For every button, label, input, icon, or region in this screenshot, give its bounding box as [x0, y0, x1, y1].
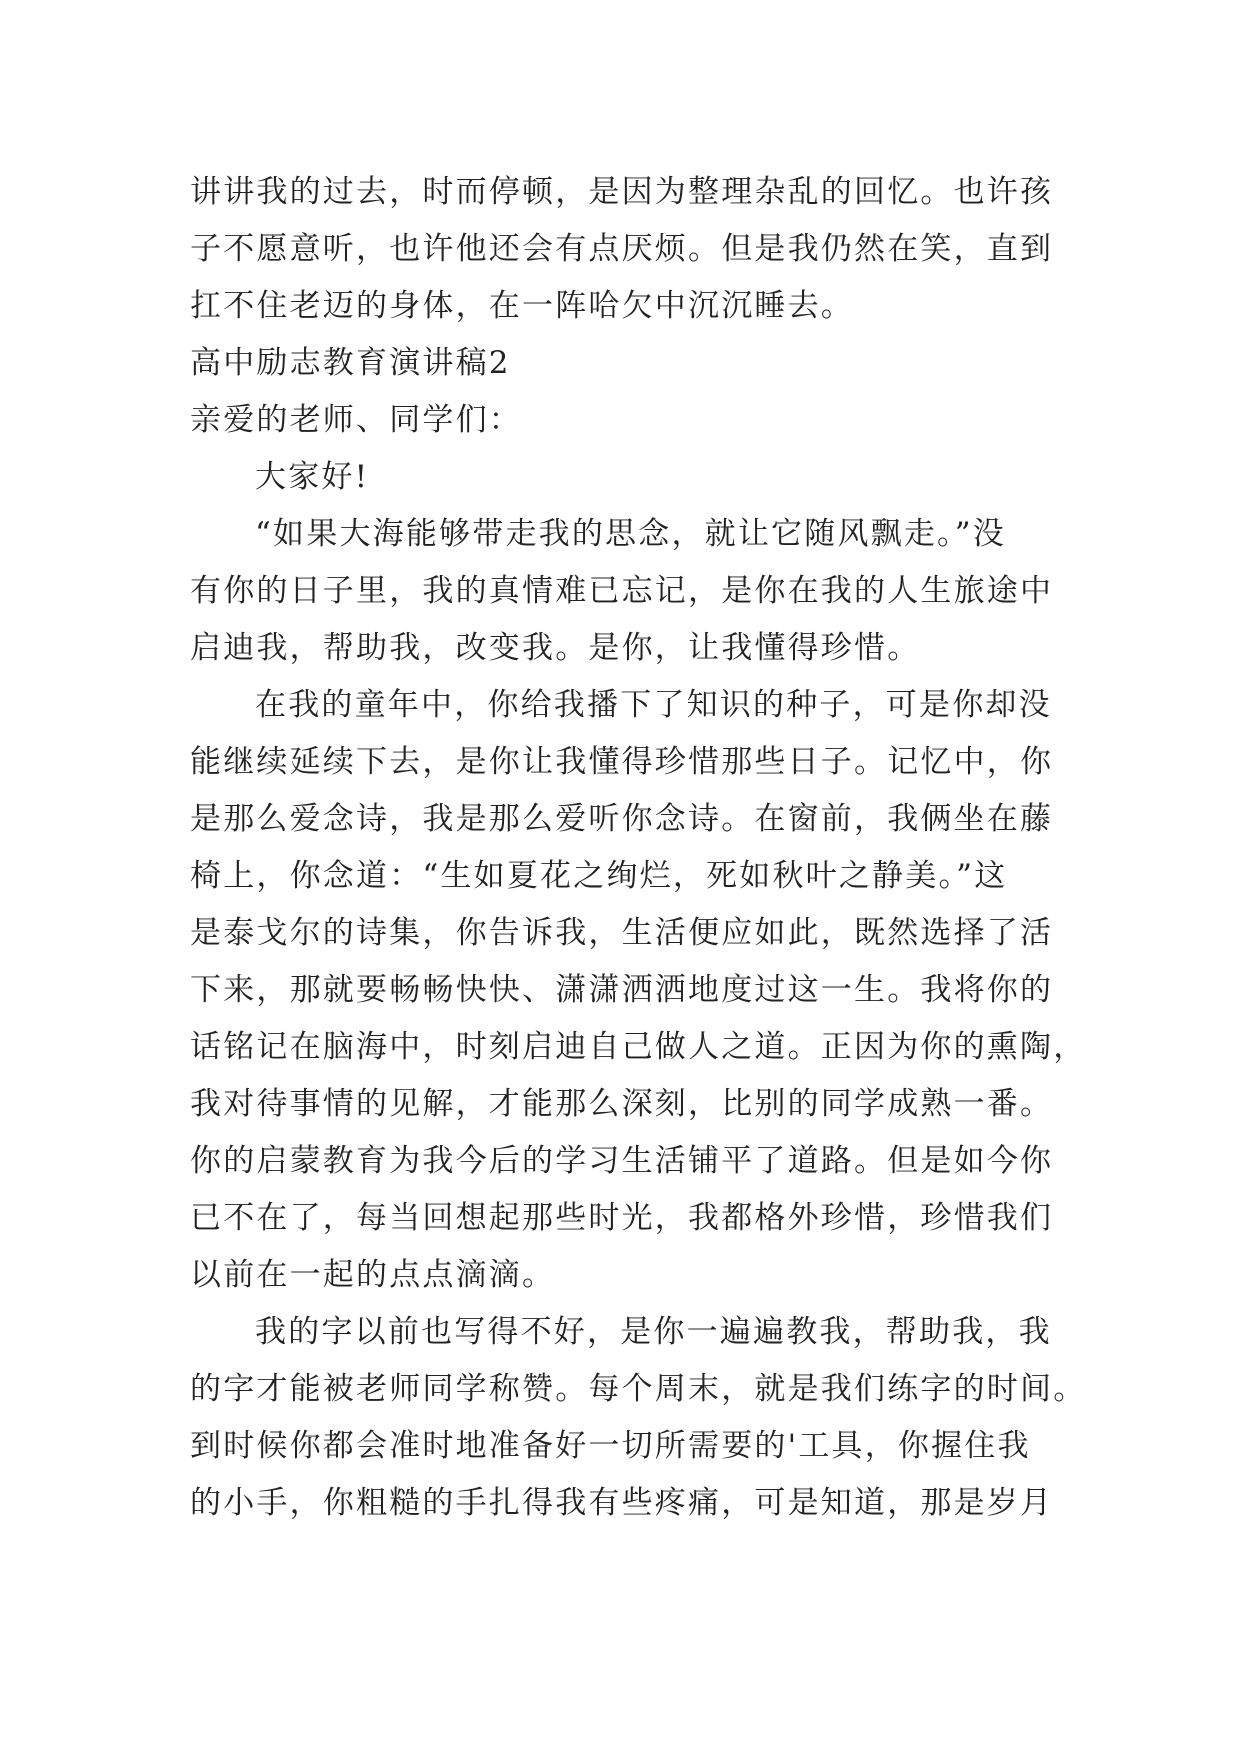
paragraph-line: “如果大海能够带走我的思念，就让它随风飘走。”没	[255, 516, 1006, 552]
paragraph-line: 已不在了，每当回想起那些时光，我都格外珍惜，珍惜我们	[190, 1200, 1054, 1236]
paragraph-line: 以前在一起的点点滴滴。	[190, 1257, 556, 1293]
paragraph-line: 我对待事情的见解，才能那么深刻，比别的同学成熟一番。	[190, 1086, 1054, 1122]
paragraph-line: 椅上，你念道：“生如夏花之绚烂，死如秋叶之静美。”这	[190, 858, 1008, 894]
paragraph-line: 到时候你都会准时地准备好一切所需要的'工具，你握住我	[190, 1428, 1031, 1464]
paragraph-line: 是那么爱念诗，我是那么爱听你念诗。在窗前，我俩坐在藤	[190, 801, 1054, 837]
paragraph-line: 子不愿意听，也许他还会有点厌烦。但是我仍然在笑，直到	[190, 231, 1054, 267]
paragraph-line: 的字才能被老师同学称赞。每个周末，就是我们练字的时间。	[190, 1371, 1087, 1407]
paragraph-line: 有你的日子里，我的真情难已忘记，是你在我的人生旅途中	[190, 573, 1054, 609]
paragraph-line: 能继续延续下去，是你让我懂得珍惜那些日子。记忆中，你	[190, 744, 1054, 780]
paragraph-line: 扛不住老迈的身体，在一阵哈欠中沉沉睡去。	[190, 288, 854, 324]
salutation: 亲爱的老师、同学们：	[190, 402, 522, 438]
paragraph-line: 话铭记在脑海中，时刻启迪自己做人之道。正因为你的熏陶，	[190, 1029, 1087, 1065]
greeting: 大家好!	[255, 459, 370, 495]
paragraph-line: 讲讲我的过去，时而停顿，是因为整理杂乱的回忆。也许孩	[190, 174, 1054, 210]
paragraph-line: 你的启蒙教育为我今后的学习生活铺平了道路。但是如今你	[190, 1143, 1054, 1179]
paragraph-line: 在我的童年中，你给我播下了知识的种子，可是你却没	[255, 687, 1052, 723]
paragraph-line: 下来，那就要畅畅快快、潇潇洒洒地度过这一生。我将你的	[190, 972, 1054, 1008]
paragraph-line: 的小手，你粗糙的手扎得我有些疼痛，可是知道，那是岁月	[190, 1485, 1054, 1521]
paragraph-line: 是泰戈尔的诗集，你告诉我，生活便应如此，既然选择了活	[190, 915, 1054, 951]
paragraph-line: 启迪我，帮助我，改变我。是你，让我懂得珍惜。	[190, 630, 921, 666]
section-title: 高中励志教育演讲稿2	[190, 345, 511, 381]
paragraph-line: 我的字以前也写得不好，是你一遍遍教我，帮助我，我	[255, 1314, 1052, 1350]
